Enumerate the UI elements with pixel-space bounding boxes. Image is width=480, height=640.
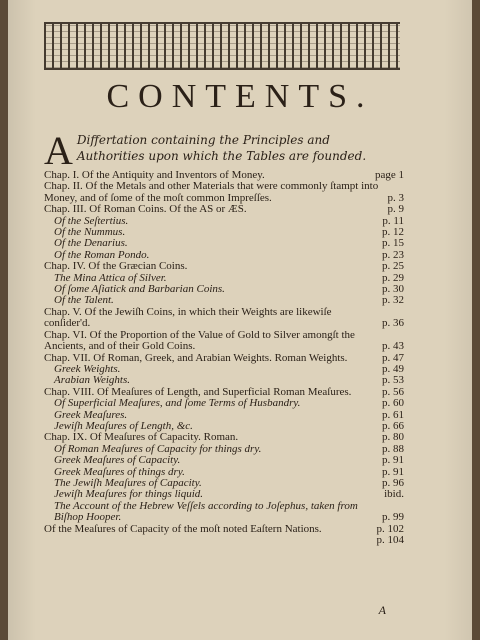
entry-title: Of ſome Aſiatick and Barbarian Coins.	[54, 283, 225, 296]
entry-page-number: p. 23	[382, 248, 404, 261]
page-title: CONTENTS.	[106, 78, 374, 115]
entry-title: Of the Talent.	[54, 294, 114, 307]
entry-page-number: p. 29	[382, 271, 404, 284]
entry-title: Greek Meaſures of Capacity.	[54, 454, 181, 467]
contents-entry	[44, 524, 404, 535]
entry-title: Greek Meaſures of things dry.	[54, 465, 185, 478]
entry-title: Of the Roman Pondo.	[54, 248, 150, 261]
signature-mark: A	[378, 603, 386, 617]
entry-title: Of the Meaſures of Capacity of the moſt noted Eaſtern Nations.	[44, 522, 322, 535]
entry-page-number: p. 104	[376, 534, 404, 546]
intro-text: Differtation containing the Principles and Authorities upon which the Tables are founded.	[76, 133, 367, 163]
entry-page-number: p. 91	[382, 454, 404, 467]
entry-title: Chap. VII. Of Roman, Greek, and Arabian Weights. Roman Weights.	[44, 351, 348, 364]
entry-title: Chap. I. Of the Antiquity and Inventors of Money.	[44, 169, 265, 181]
entry-page-number: p. 99	[382, 511, 404, 524]
ornamental-headpiece	[44, 22, 400, 70]
contents-entry	[44, 204, 404, 215]
entry-title: The Jewiſh Meaſures of Capacity.	[54, 476, 202, 489]
entry-page-number: p. 61	[382, 408, 404, 421]
contents-entry	[44, 330, 404, 353]
book-page	[8, 0, 472, 640]
intro-paragraph	[44, 128, 388, 173]
entry-page-number: p. 36	[382, 317, 404, 330]
entry-title: Chap. IV. Of the Græcian Coins.	[44, 260, 188, 273]
entry-page-number: p. 53	[382, 374, 404, 387]
contents-entry	[44, 261, 404, 272]
entry-page-number: p. 56	[382, 385, 404, 398]
entry-page-number: p. 88	[382, 442, 404, 455]
entry-title: Jewiſh Meaſures for things liquid.	[54, 488, 203, 501]
entry-page-number: p. 96	[382, 476, 404, 489]
contents-entry	[44, 307, 404, 330]
entry-title: The Mina Attica of Silver.	[54, 271, 167, 284]
entry-title: Of the Denarius.	[54, 237, 128, 250]
entry-page-number: p. 102	[376, 522, 404, 535]
entry-page-number: p. 25	[382, 260, 404, 273]
entry-title: Chap. II. Of the Metals and other Materials that were commonly ſtampt into Money, and of ſome of the moſt common Impreſſes.	[44, 180, 379, 204]
entry-title: Of Roman Meaſures of Capacity for things dry.	[54, 442, 262, 455]
contents-list	[44, 170, 404, 546]
drop-cap: A	[44, 128, 73, 173]
contents-entry	[44, 455, 404, 466]
entry-title: Of the Nummus.	[54, 226, 126, 239]
entry-page-number: ibid.	[384, 488, 404, 501]
entry-page-number: p. 47	[382, 351, 404, 364]
entry-title: Greek Weights.	[54, 362, 121, 375]
contents-entry	[44, 398, 404, 409]
entry-title: Chap. III. Of Roman Coins. Of the AS or ÆS.	[44, 203, 247, 216]
entry-title: Chap. V. Of the Jewiſh Coins, in which their Weights are likewiſe conſider'd.	[44, 305, 332, 330]
entry-page-number: p. 49	[382, 362, 404, 375]
contents-entry	[44, 535, 404, 546]
entry-title: Jewiſh Meaſures of Length, &c.	[54, 419, 193, 432]
contents-entry	[44, 181, 404, 204]
entry-page-number: p. 43	[382, 340, 404, 353]
entry-page-number: p. 11	[382, 214, 404, 227]
entry-page-number: p. 80	[382, 431, 404, 444]
contents-entry	[44, 501, 404, 524]
entry-page-number: p. 12	[382, 226, 404, 239]
entry-title: Of Superficial Meaſures, and ſome Terms of Husbandry.	[54, 397, 301, 410]
entry-page-number: p. 60	[382, 397, 404, 410]
entry-page-number: p. 66	[382, 419, 404, 432]
entry-page-number: p. 32	[382, 294, 404, 307]
entry-page-number: p. 30	[382, 283, 404, 296]
entry-title: Arabian Weights.	[54, 374, 130, 387]
entry-title: Chap. VIII. Of Meaſures of Length, and Superficial Roman Meaſures.	[44, 385, 352, 398]
contents-entry	[44, 375, 404, 386]
entry-page-number: p. 9	[387, 203, 404, 216]
entry-page-number: page 1	[374, 169, 404, 181]
entry-page-number: p. 15	[382, 237, 404, 250]
entry-title: Of the Seſtertius.	[54, 214, 129, 227]
entry-title: Chap. IX. Of Meaſures of Capacity. Roman.	[44, 431, 239, 444]
entry-title: Chap. VI. Of the Proportion of the Value of Gold to Silver amongſt the Ancients, and of their Gold Coins.	[44, 328, 355, 353]
entry-title: The Account of the Hebrew Veſſels according to Joſephus, taken from Biſhop Hooper.	[54, 499, 358, 524]
entry-page-number: p. 91	[382, 465, 404, 478]
entry-title: Greek Meaſures.	[54, 408, 128, 421]
entry-page-number: p. 3	[387, 191, 404, 204]
